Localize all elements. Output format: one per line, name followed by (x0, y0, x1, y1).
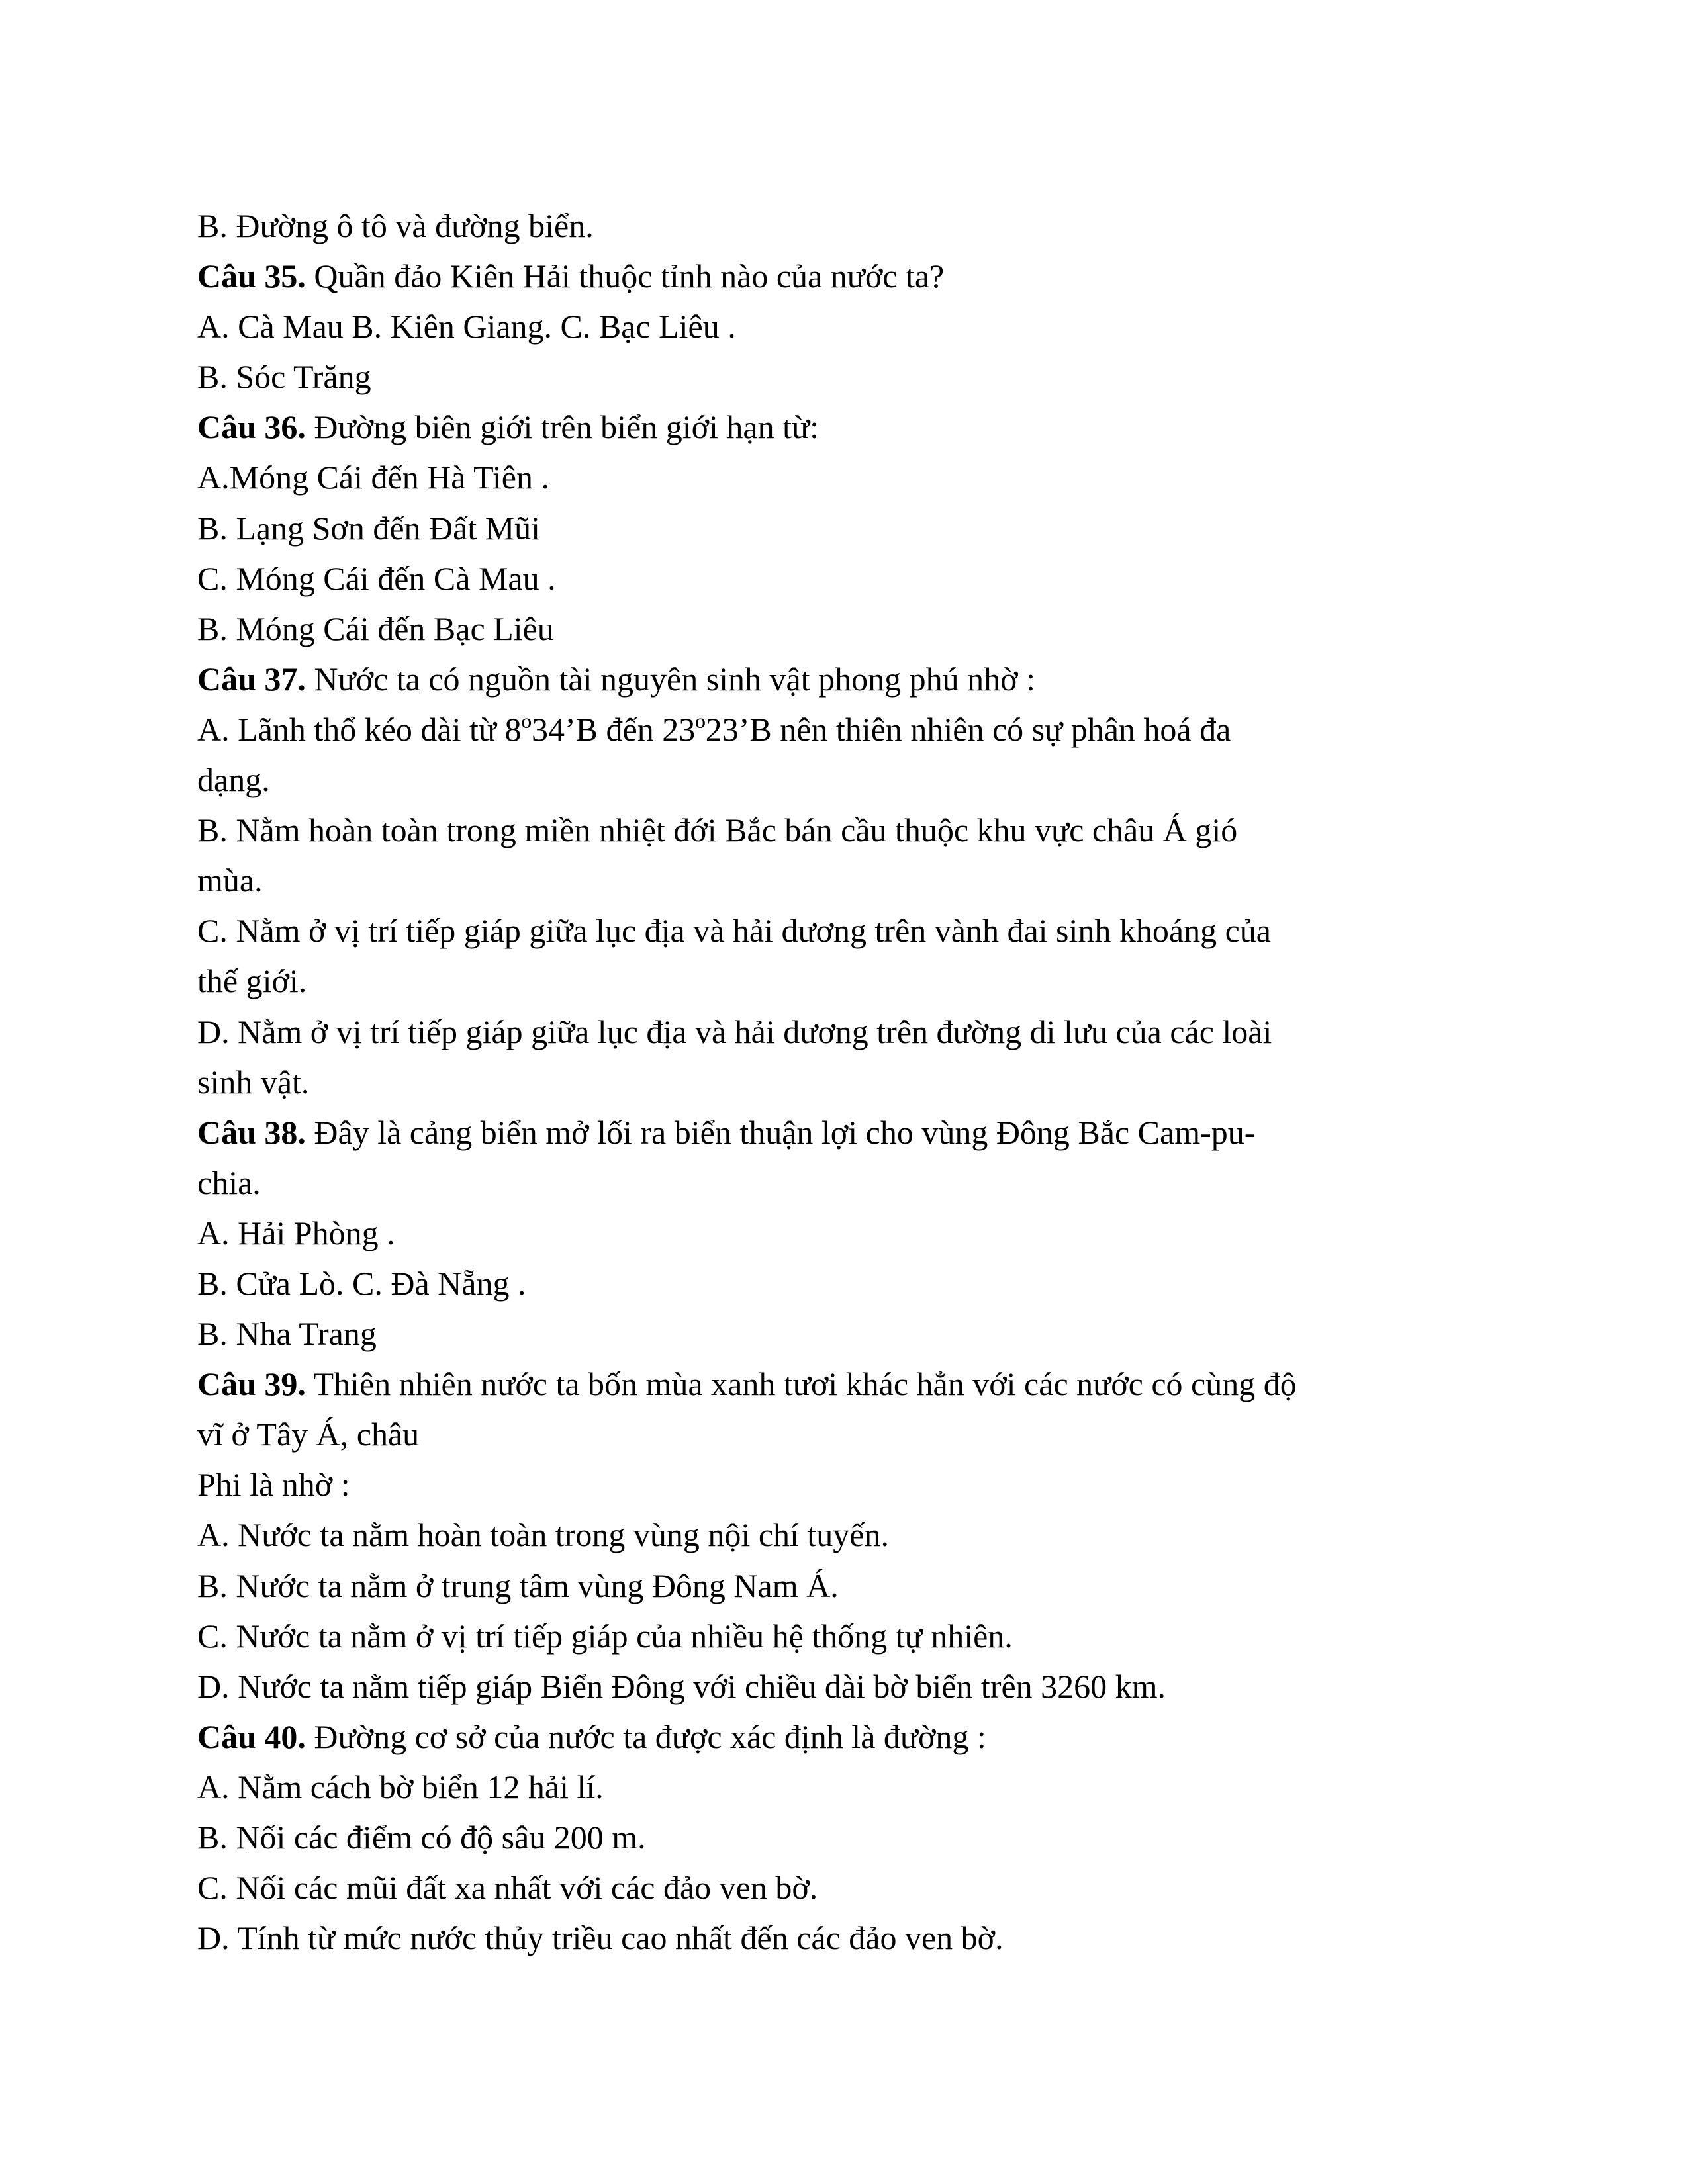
question-number: Câu 38. (197, 1113, 306, 1151)
line-text: chia. (197, 1163, 261, 1201)
question-number: Câu 37. (197, 660, 306, 698)
text-line (197, 1158, 1521, 1208)
question-line (197, 654, 1521, 704)
line-text: B. Móng Cái đến Bạc Liêu (197, 610, 554, 647)
text-line (197, 1057, 1521, 1107)
text-line (197, 1510, 1521, 1560)
question-number: Câu 40. (197, 1717, 306, 1755)
question-number: Câu 36. (197, 408, 306, 446)
line-text: mùa. (197, 862, 263, 899)
line-text: B. Lạng Sơn đến Đất Mũi (197, 509, 541, 547)
text-line (197, 1812, 1521, 1862)
text-line (197, 1459, 1521, 1510)
question-line (197, 1107, 1521, 1158)
text-line (197, 1258, 1521, 1308)
question-number: Câu 35. (197, 257, 306, 295)
text-line (197, 1762, 1521, 1812)
text-line (197, 905, 1521, 956)
text-line (197, 1862, 1521, 1913)
question-line (197, 1711, 1521, 1762)
text-line (197, 754, 1521, 805)
line-text: thế giới. (197, 962, 307, 1000)
line-text: Phi là nhờ : (197, 1466, 350, 1504)
text-line (197, 1308, 1521, 1359)
text-line (197, 604, 1521, 654)
line-text: B. Nối các điểm có độ sâu 200 m. (197, 1819, 646, 1856)
question-line (197, 1359, 1521, 1409)
line-text: D. Nằm ở vị trí tiếp giáp giữa lục địa và hải dương trên đường di lưu của các loài (197, 1013, 1272, 1050)
line-text: A.Móng Cái đến Hà Tiên . (197, 459, 549, 496)
line-text: A. Nằm cách bờ biển 12 hải lí. (197, 1768, 604, 1805)
text-line (197, 1611, 1521, 1661)
text-line (197, 1913, 1521, 1963)
line-text: C. Nối các mũi đất xa nhất với các đảo ven bờ. (197, 1869, 818, 1907)
text-line (197, 1661, 1521, 1711)
line-text: sinh vật. (197, 1063, 310, 1101)
text-line (197, 553, 1521, 604)
line-text: C. Nằm ở vị trí tiếp giáp giữa lục địa và hải dương trên vành đai sinh khoáng của (197, 912, 1271, 950)
document-page (197, 201, 1521, 1963)
line-text: A. Lãnh thổ kéo dài từ 8º34’B đến 23º23’B nên thiên nhiên có sự phân hoá đa (197, 710, 1231, 748)
line-text: Nước ta có nguồn tài nguyên sinh vật phong phú nhờ : (305, 660, 1035, 698)
question-number: Câu 39. (197, 1365, 306, 1403)
line-text: C. Móng Cái đến Cà Mau . (197, 559, 556, 597)
text-line (197, 1409, 1521, 1459)
line-text: A. Cà Mau B. Kiên Giang. C. Bạc Liêu . (197, 308, 736, 345)
line-text: A. Nước ta nằm hoàn toàn trong vùng nội chí tuyến. (197, 1516, 889, 1554)
text-line (197, 1007, 1521, 1057)
line-text: Quần đảo Kiên Hải thuộc tỉnh nào của nước ta? (305, 257, 945, 295)
line-text: B. Sóc Trăng (197, 358, 371, 396)
text-line (197, 301, 1521, 351)
text-line (197, 201, 1521, 251)
text-line (197, 503, 1521, 553)
text-line (197, 351, 1521, 402)
line-text: B. Đường ô tô và đường biển. (197, 207, 594, 244)
line-text: C. Nước ta nằm ở vị trí tiếp giáp của nhiều hệ thống tự nhiên. (197, 1617, 1013, 1655)
question-line (197, 402, 1521, 452)
line-text: Đây là cảng biển mở lối ra biển thuận lợi cho vùng Đông Bắc Cam-pu- (305, 1113, 1256, 1151)
line-text: dạng. (197, 761, 270, 799)
text-line (197, 956, 1521, 1006)
line-text: B. Nha Trang (197, 1315, 377, 1353)
line-text: Đường cơ sở của nước ta được xác định là đường : (305, 1717, 986, 1755)
text-line (197, 704, 1521, 754)
text-line (197, 805, 1521, 855)
line-text: B. Cửa Lò. C. Đà Nẵng . (197, 1264, 526, 1302)
question-line (197, 251, 1521, 301)
line-text: B. Nằm hoàn toàn trong miền nhiệt đới Bắc bán cầu thuộc khu vực châu Á gió (197, 811, 1238, 849)
line-text: A. Hải Phòng . (197, 1214, 395, 1251)
line-text: D. Nước ta nằm tiếp giáp Biển Đông với chiều dài bờ biển trên 3260 km. (197, 1667, 1166, 1705)
line-text: D. Tính từ mức nước thủy triều cao nhất đến các đảo ven bờ. (197, 1919, 1004, 1957)
line-text: vĩ ở Tây Á, châu (197, 1416, 420, 1453)
line-text: Thiên nhiên nước ta bốn mùa xanh tươi khác hẳn với các nước có cùng độ (305, 1365, 1297, 1403)
line-text: Đường biên giới trên biển giới hạn từ: (305, 408, 819, 446)
text-line (197, 855, 1521, 905)
text-line (197, 1208, 1521, 1258)
text-line (197, 452, 1521, 502)
line-text: B. Nước ta nằm ở trung tâm vùng Đông Nam Á. (197, 1567, 839, 1604)
text-line (197, 1561, 1521, 1611)
